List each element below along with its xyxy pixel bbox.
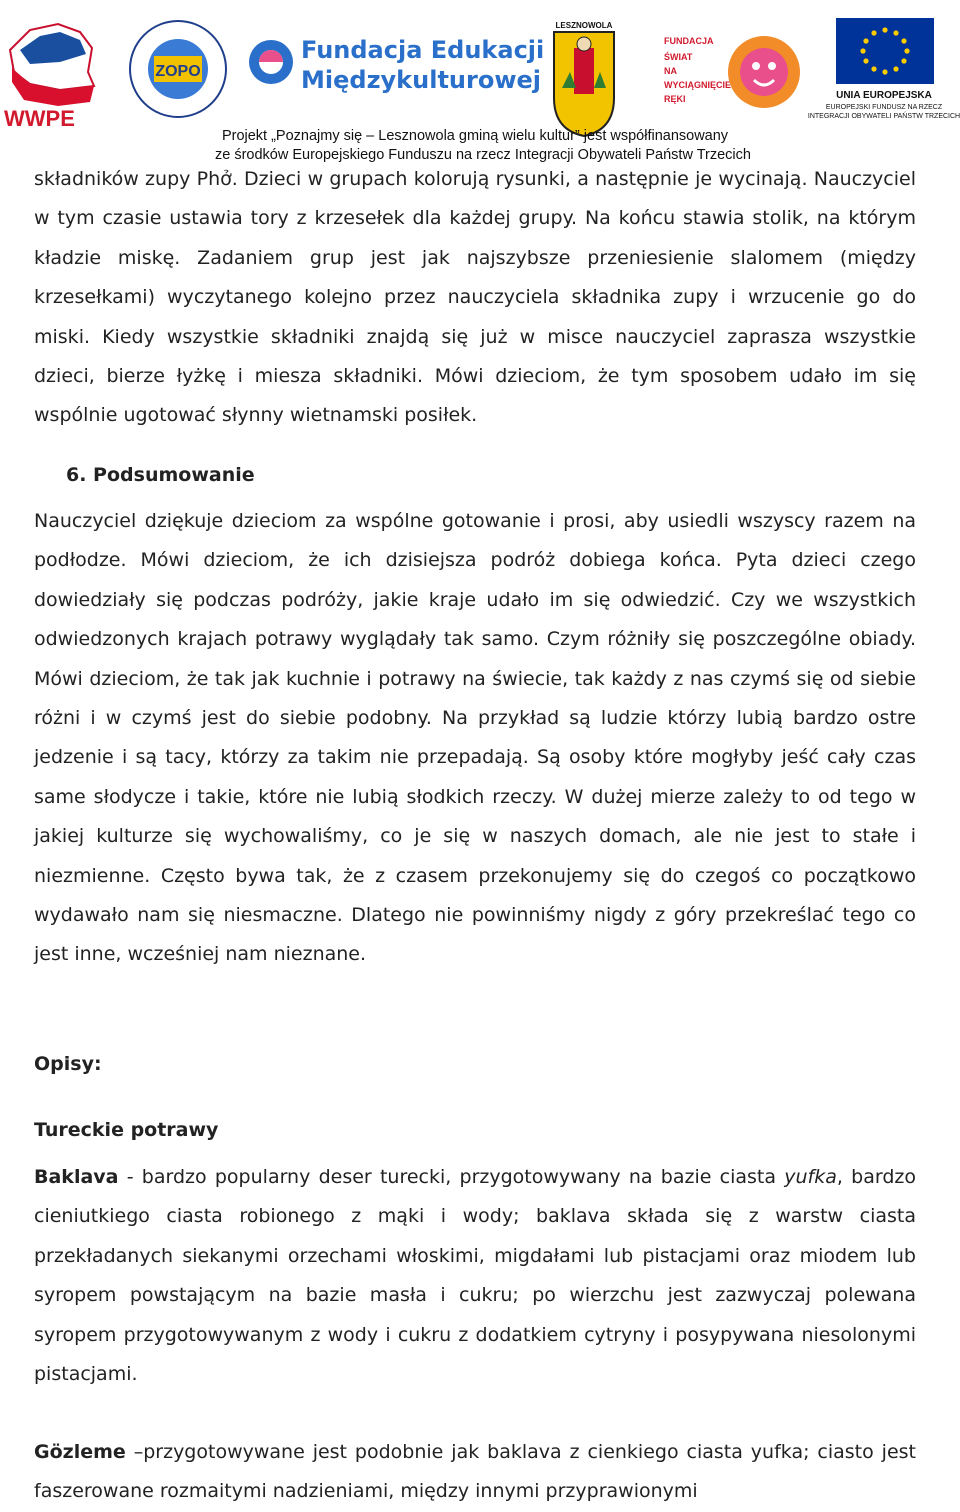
baklava-text-b: , bardzo cieniutkiego ciasta robionego z mąki i wody; baklava składa się z warstw ciasta przekładanych siekanymi orzechami włoskimi, migdałami lub pistacjami oraz miodem lub syropem powstającym na bazie masła i cukru; po wierzchu jest zazwyczaj polewana syropem przygotowywanym z wody i cukru z dodatkiem cytryny i posypywana niesolonymi pistacjami. [34, 1166, 916, 1386]
section-heading-podsumowanie: 6. Podsumowanie [66, 464, 255, 486]
paragraph-summary-text: Nauczyciel dziękuje dzieciom za wspólne gotowanie i prosi, aby usiedli wszyscy razem na podłodze. Mówi dzieciom, że ich dzisiejsza podróż dobiega końca. Pyta dzieci czego dowiedziały się podczas podróży, jakie kraje udało im się odwiedzić. Czy we wszystkich odwiedzonych krajach potrawy wyglądały tak samo. Czym różniły się poszczególne obiady. Mówi dzieciom, że tak jak kuchnie i potrawy na świecie, tak każdy z nas czymś się od siebie różni i w czymś jest do siebie podobny. Na przykład są ludzie którzy lubią bardzo ostre jedzenie i są tacy, którzy za takim nie przepadają. Są osoby które mogłyby jeść cały czas same słodycze i takie, które nie lubią słodkich rzeczy. W dużej mierze zależy to od tego w jakiej kulturze się wychowaliśmy, co je się w naszych domach, ale nie jest to stałe i niezmienne. Często bywa tak, że z czasem przekonujemy się do czegoś co początkowo wydawało nam się niesmaczne. Dlatego nie powinniśmy nigdy z góry przekreślać tego co jest inne, wcześniej nam nieznane. [34, 510, 916, 966]
svg-text:LESZNOWOLA: LESZNOWOLA [555, 21, 613, 30]
zopo-logo [128, 14, 228, 124]
heading-opisy: Opisy: [34, 1053, 102, 1075]
swiat-na-wyciagniecie-reki-logo [660, 20, 810, 120]
svg-text:EUROPEJSKI FUNDUSZ NA RZECZ: EUROPEJSKI FUNDUSZ NA RZECZ [825, 104, 943, 111]
wwpe-logo [0, 10, 110, 130]
paragraph-baklava [34, 1158, 916, 1394]
svg-text:Fundacja Edukacji: Fundacja Edukacji [301, 36, 545, 64]
project-info-line-1: Projekt „Poznajmy się – Lesznowola gminą wielu kultur” jest współfinansowany [221, 128, 729, 144]
baklava-yufka: yufka [784, 1166, 837, 1188]
baklava-text-a: - bardzo popularny deser turecki, przygotowywany na bazie ciasta [118, 1166, 785, 1188]
svg-text:ZOPO: ZOPO [155, 63, 201, 80]
term-gozleme: Gözleme [34, 1441, 126, 1463]
heading-tureckie-potrawy: Tureckie potrawy [34, 1119, 219, 1141]
fundacja-edukacji-logo [245, 22, 545, 102]
lesznowola-crest [548, 18, 620, 138]
header [0, 0, 960, 165]
svg-text:Międzykulturowej: Międzykulturowej [301, 66, 542, 94]
svg-text:ŚWIAT: ŚWIAT [664, 52, 693, 62]
term-baklava: Baklava [34, 1166, 119, 1188]
paragraph-gozleme [34, 1433, 916, 1512]
svg-text:RĘKI: RĘKI [664, 94, 686, 104]
svg-text:UNIA EUROPEJSKA: UNIA EUROPEJSKA [836, 90, 932, 101]
paragraph-summary [34, 502, 916, 975]
paragraph-activity [34, 160, 916, 436]
project-info-line-2: ze środków Europejskiego Funduszu na rzecz Integracji Obywateli Państw Trzecich [215, 147, 751, 163]
eu-flag-logo [808, 14, 960, 124]
paragraph-activity-text: składników zupy Phở. Dzieci w grupach kolorują rysunki, a następnie je wycinają. Nauczyciel w tym czasie ustawia tory z krzesełek dla każdej grupy. Na końcu stawia stolik, na którym kładzie miskę. Zadaniem grup jest jak najszybsze przeniesienie slalomem (między krzesełkami) wyczytanego kolejno przez nauczyciela składnika zupy i wrzucenie go do miski. Kiedy wszystkie składniki znajdą się już w misce nauczyciel zaprasza wszystkie dzieci, bierze łyżkę i miesza składniki. Mówi dzieciom, że tym sposobem udało im się wspólnie ugotować słynny wietnamski posiłek. [34, 168, 916, 427]
svg-text:INTEGRACJI OBYWATELI PAŃSTW TR: INTEGRACJI OBYWATELI PAŃSTW TRZECICH [808, 113, 960, 120]
svg-text:WYCIĄGNIĘCIE: WYCIĄGNIĘCIE [664, 80, 732, 90]
svg-text:FUNDACJA: FUNDACJA [664, 36, 714, 46]
svg-text:WWPE: WWPE [4, 106, 75, 130]
svg-text:NA: NA [664, 66, 677, 76]
gozleme-text: –przygotowywane jest podobnie jak baklava z cienkiego ciasta yufka; ciasto jest faszerowane rozmaitymi nadzieniami, między innymi przyprawionymi [34, 1441, 916, 1503]
